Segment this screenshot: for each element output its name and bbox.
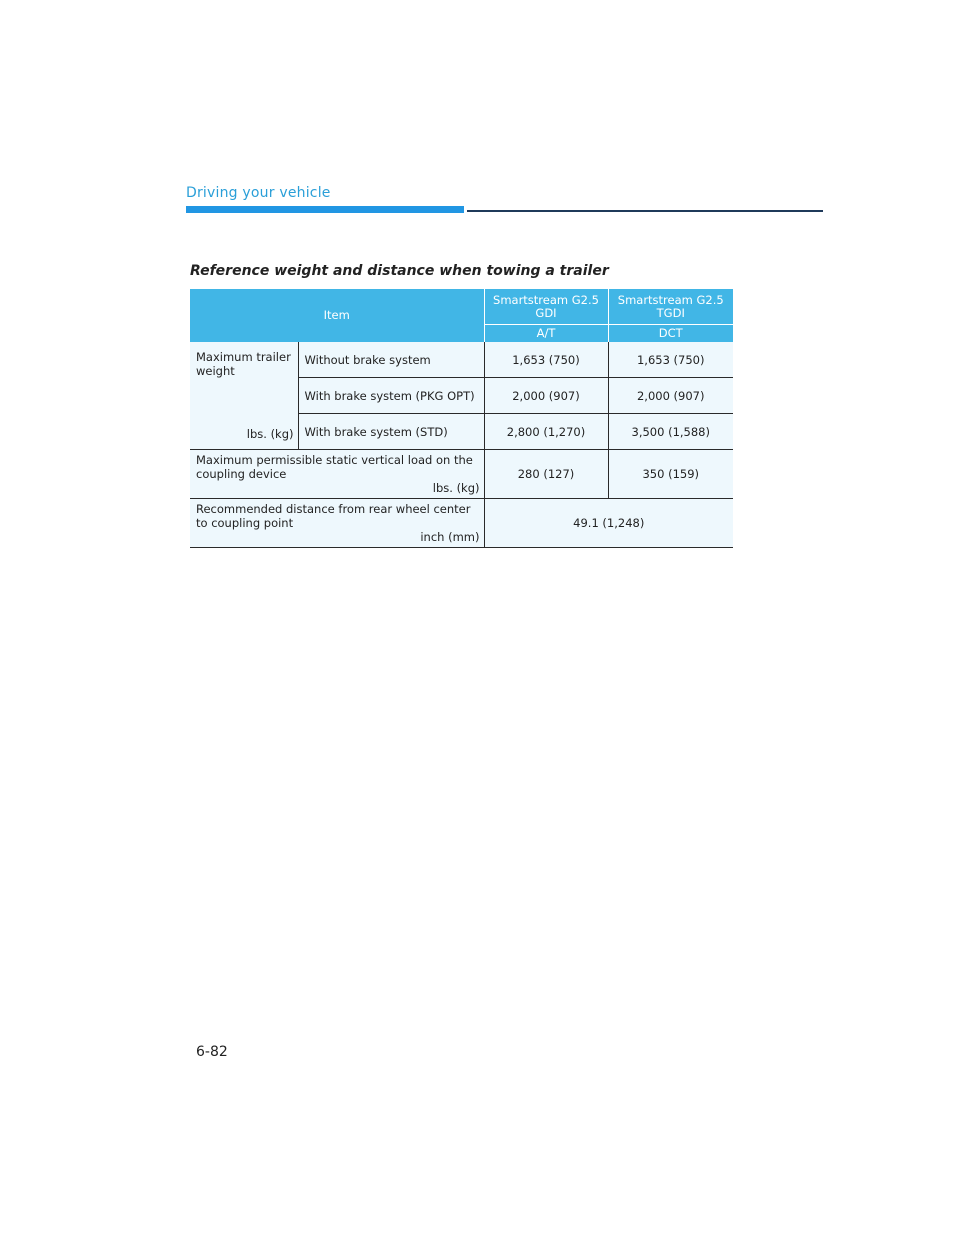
header-engine-gdi: Smartstream G2.5 GDI — [484, 289, 608, 325]
header-engine-tgdi: Smartstream G2.5 TGDI — [608, 289, 733, 325]
recommended-distance-label: Recommended distance from rear wheel center to coupling point — [196, 502, 471, 530]
towing-spec-table — [190, 289, 733, 548]
header-rule-line — [467, 210, 823, 212]
value-cell: 280 (127) — [484, 450, 608, 499]
condition-cell: With brake system (STD) — [298, 414, 484, 450]
table-row — [190, 499, 733, 548]
value-cell: 2,000 (907) — [608, 378, 733, 414]
value-cell: 2,800 (1,270) — [484, 414, 608, 450]
table-row — [190, 342, 733, 378]
table-title: Reference weight and distance when towing a trailer — [190, 263, 609, 279]
section-title: Driving your vehicle — [186, 185, 331, 201]
value-cell: 1,653 (750) — [484, 342, 608, 378]
value-cell: 2,000 (907) — [484, 378, 608, 414]
max-trailer-weight-unit: lbs. (kg) — [246, 427, 294, 441]
recommended-distance-unit: inch (mm) — [420, 530, 480, 544]
value-cell: 1,653 (750) — [608, 342, 733, 378]
value-cell: 350 (159) — [608, 450, 733, 499]
max-trailer-weight-label: Maximum trailer weight — [196, 350, 291, 378]
recommended-distance-cell — [190, 499, 484, 548]
condition-cell: Without brake system — [298, 342, 484, 378]
header-trans-dct: DCT — [608, 325, 733, 343]
value-cell: 49.1 (1,248) — [484, 499, 733, 548]
condition-cell: With brake system (PKG OPT) — [298, 378, 484, 414]
header-trans-at: A/T — [484, 325, 608, 343]
table-header-row — [190, 289, 733, 325]
table-row — [190, 450, 733, 499]
static-load-label: Maximum permissible static vertical load on the coupling device — [196, 453, 473, 481]
static-load-unit: lbs. (kg) — [432, 481, 480, 495]
max-trailer-weight-cell — [190, 342, 298, 450]
value-cell: 3,500 (1,588) — [608, 414, 733, 450]
header-rule-accent — [186, 206, 464, 213]
static-load-cell — [190, 450, 484, 499]
page-number: 6-82 — [196, 1044, 228, 1060]
header-item: Item — [190, 289, 484, 342]
